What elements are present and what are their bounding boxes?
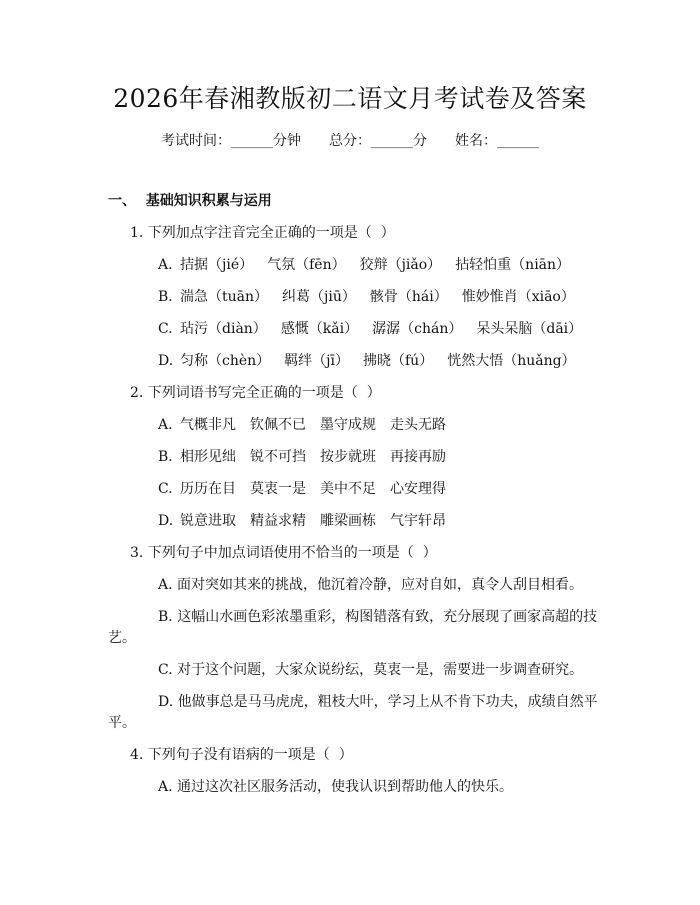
question-3-option-b-continued: 艺。 [108, 630, 136, 646]
option-word: 莫衷一是 [250, 481, 306, 497]
question-3-option-d-continued: 平。 [108, 715, 136, 731]
option-letter: A. [158, 257, 173, 273]
option-word: 湍急（tuān） [180, 289, 269, 305]
question-3-option-d: D. 他做事总是马马虎虎，粗枝大叶，学习上从不肯下功夫，成绩自然平 [158, 694, 598, 710]
option-word: 呆头呆脑（dāi） [476, 321, 583, 337]
option-letter: D. [158, 353, 174, 369]
option-letter: B. [158, 449, 173, 465]
option-word: 纠葛（jiū） [282, 289, 356, 305]
option-word: 玷污（diàn） [180, 321, 267, 337]
question-2-option-b [158, 447, 446, 467]
question-1-option-b [158, 287, 575, 307]
exam-info-line [0, 131, 700, 151]
option-word: 拈轻怕重（niān） [455, 257, 571, 273]
option-word: 精益求精 [250, 513, 306, 529]
option-word: 心安理得 [390, 481, 446, 497]
question-1-stem: 1. 下列加点字注音完全正确的一项是（ ） [130, 225, 395, 241]
page-title: 2026年春湘教版初二语文月考试卷及答案 [113, 84, 587, 113]
option-word: 感慨（kǎi） [280, 321, 359, 337]
option-letter: C. [158, 321, 173, 337]
option-word: 相形见绌 [180, 449, 236, 465]
exam-time-field: 考试时间：______分钟 [161, 133, 301, 149]
option-word: 锐不可挡 [250, 449, 306, 465]
section-heading: 一、 基础知识积累与运用 [108, 193, 272, 209]
question-3-option-c: C. 对于这个问题，大家众说纷纭，莫衷一是，需要进一步调查研究。 [158, 662, 584, 678]
option-word: 锐意进取 [180, 513, 236, 529]
option-word: 气宇轩昂 [390, 513, 446, 529]
option-word: 潺潺（chán） [372, 321, 463, 337]
question-3-option-a: A. 面对突如其来的挑战，他沉着冷静，应对自如，真令人刮目相看。 [158, 577, 584, 593]
question-2-option-a [158, 415, 446, 435]
option-word: 羁绊（jī） [284, 353, 349, 369]
question-3-stem: 3. 下列句子中加点词语使用不恰当的一项是（ ） [130, 545, 437, 561]
option-letter: C. [158, 481, 173, 497]
option-word: 按步就班 [320, 449, 376, 465]
option-word: 狡辩（jiǎo） [359, 257, 442, 273]
question-3-option-b: B. 这幅山水画色彩浓墨重彩，构图错落有致，充分展现了画家高超的技 [158, 609, 598, 625]
option-word: 匀称（chèn） [180, 353, 271, 369]
student-name-field: 姓名：______ [455, 133, 539, 149]
question-4-option-a: A. 通过这次社区服务活动，使我认识到帮助他人的快乐。 [158, 779, 514, 795]
option-word: 再接再励 [390, 449, 446, 465]
option-word: 惟妙惟肖（xiāo） [461, 289, 575, 305]
total-score-field: 总分：______分 [329, 133, 427, 149]
question-2-option-d [158, 511, 446, 531]
question-1-option-c [158, 319, 582, 339]
question-1-option-d [158, 351, 576, 371]
option-word: 拮据（jié） [180, 257, 254, 273]
option-word: 拂晓（fú） [363, 353, 434, 369]
option-letter: A. [158, 417, 173, 433]
option-word: 雕梁画栋 [320, 513, 376, 529]
option-word: 气概非凡 [180, 417, 236, 433]
question-4-stem: 4. 下列句子没有语病的一项是（ ） [130, 747, 353, 763]
option-letter: B. [158, 289, 173, 305]
option-word: 钦佩不已 [250, 417, 306, 433]
option-word: 历历在目 [180, 481, 236, 497]
option-word: 美中不足 [320, 481, 376, 497]
question-1-option-a [158, 255, 570, 275]
option-letter: D. [158, 513, 174, 529]
question-2-option-c [158, 479, 446, 499]
option-word: 恍然大悟（huǎng） [447, 353, 576, 369]
option-word: 骸骨（hái） [369, 289, 448, 305]
option-word: 气氛（fēn） [267, 257, 346, 273]
question-2-stem: 2. 下列词语书写完全正确的一项是（ ） [130, 385, 381, 401]
option-word: 墨守成规 [320, 417, 376, 433]
option-word: 走头无路 [390, 417, 446, 433]
